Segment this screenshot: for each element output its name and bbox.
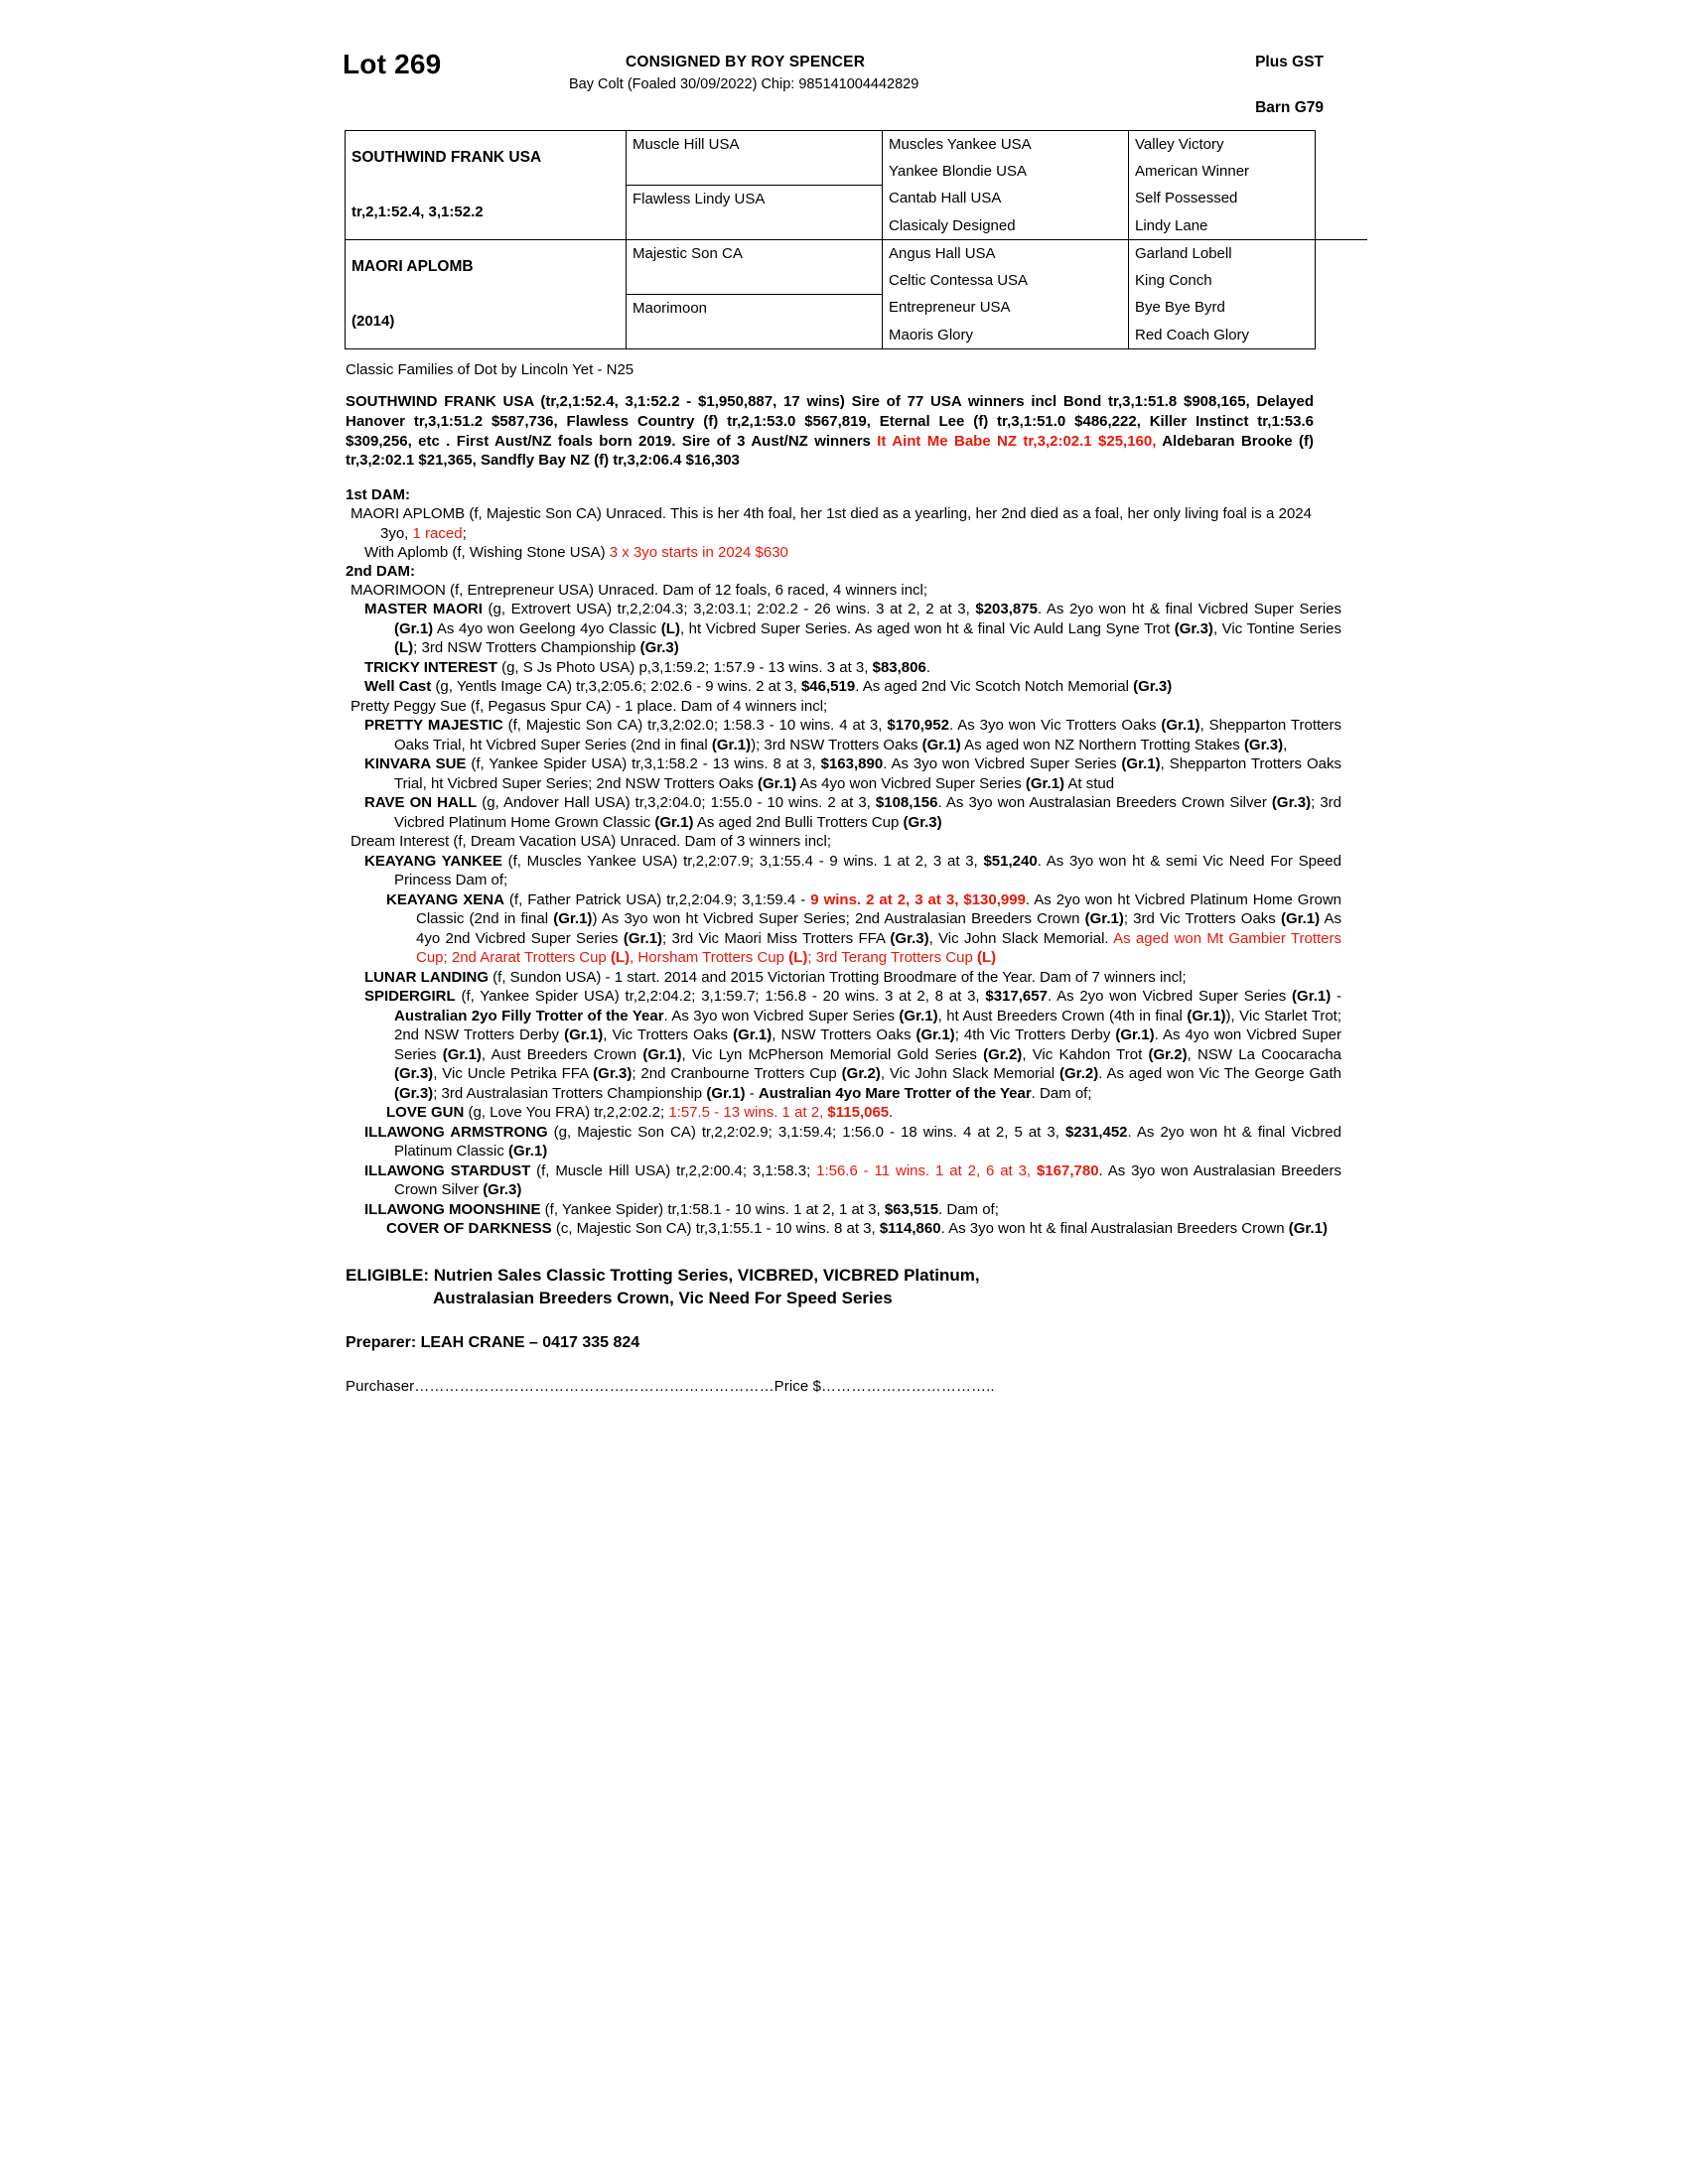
- page-content: [343, 45, 1345, 1395]
- page-header: [343, 45, 1345, 130]
- pedigree-cell: Self Possessed: [1135, 190, 1238, 207]
- progeny-text: (c, Majestic Son CA) tr,3,1:55.1 - 10 wins. 8 at 3, $114,860. As 3yo won ht & final Australasian Breeders Crown (Gr.1): [551, 1220, 1328, 1238]
- list-item: [386, 1219, 1341, 1239]
- eligible-line-2: Australasian Breeders Crown, Vic Need For Speed Series: [433, 1288, 893, 1307]
- dam-dam: Maorimoon: [627, 295, 883, 323]
- progeny-text: (g, Majestic Son CA) tr,2,2:02.9; 3,1:59.4; 1:56.0 - 18 wins. 4 at 2, 5 at 3, $231,452. As 2yo won ht & final Vicbred Platinum Classic (Gr.1): [394, 1123, 1341, 1160]
- progeny-highlight-2: As aged won Mt Gambier Trotters Cup; 2nd Ararat Trotters Cup (L), Horsham Trotters Cup (L); 3rd Terang Trotters Cup (L): [416, 929, 1341, 967]
- pedigree-cell: Entrepreneur USA: [883, 295, 1129, 323]
- list-item: [364, 716, 1341, 754]
- dam-name: MAORI APLOMB: [352, 258, 474, 276]
- progeny-highlight: 1:57.5 - 13 wins. 1 at 2, $115,065: [668, 1104, 890, 1122]
- first-dam-entry: [351, 504, 1312, 543]
- list-item: [364, 968, 1341, 988]
- progeny-name: Well Cast: [364, 678, 432, 696]
- plus-gst-label: Plus GST: [1255, 54, 1324, 70]
- list-item: [351, 832, 1312, 852]
- progeny-name: ILLAWONG MOONSHINE: [364, 1200, 541, 1218]
- list-item: [364, 1161, 1341, 1200]
- progeny-name: LUNAR LANDING: [364, 968, 489, 986]
- eligible-block: [346, 1265, 1314, 1310]
- progeny-text: (f, Yankee Spider) tr,1:58.1 - 10 wins. 1 at 2, 1 at 3, $63,515. Dam of;: [540, 1200, 999, 1218]
- progeny-name: ILLAWONG ARMSTRONG: [364, 1123, 548, 1141]
- progeny-text: (g, Love You FRA) tr,2,2:02.2;: [464, 1104, 669, 1122]
- list-item: [364, 658, 1341, 678]
- list-item: [364, 987, 1341, 1103]
- first-dam-text-end: ;: [462, 524, 467, 542]
- foaling-details: Bay Colt (Foaled 30/09/2022) Chip: 985141004442829: [569, 76, 919, 92]
- dam-cell: [346, 240, 627, 295]
- progeny-text-rest: .: [889, 1104, 894, 1122]
- list-item: [351, 697, 1312, 717]
- progeny-name: TRICKY INTEREST: [364, 658, 497, 676]
- sire-dam: Flawless Lindy USA: [627, 186, 883, 213]
- pedigree-cell: Bye Bye Byrd: [1135, 299, 1225, 317]
- pedigree-cell: [627, 267, 883, 295]
- progeny-name: ILLAWONG STARDUST: [364, 1161, 531, 1179]
- progeny-name: MASTER MAORI: [364, 601, 483, 618]
- pedigree-cell: Yankee Blondie USA: [883, 158, 1129, 186]
- sire-sire: Muscle Hill USA: [627, 131, 883, 158]
- pedigree-cell: Maoris Glory: [883, 322, 1129, 348]
- pedigree-cell: [627, 322, 883, 348]
- first-dam-text: MAORI APLOMB (f, Majestic Son CA) Unraced. This is her 4th foal, her 1st died as a yearling, her 2nd died as a foal, her only living foal is a 2024 3yo,: [351, 505, 1312, 542]
- progeny-highlight: 1:56.6 - 11 wins. 1 at 2, 6 at 3, $167,780: [816, 1161, 1099, 1179]
- sire-name: SOUTHWIND FRANK USA: [352, 149, 542, 167]
- pedigree-cell: Clasicaly Designed: [883, 212, 1129, 240]
- lot-number: Lot 269: [343, 49, 442, 79]
- progeny-name: LOVE GUN: [386, 1104, 465, 1122]
- sire-para-highlight: It Aint Me Babe NZ tr,3,2:02.1 $25,160,: [877, 432, 1157, 450]
- progeny-text: (f, Majestic Son CA) tr,3,2:02.0; 1:58.3 - 10 wins. 4 at 3, $170,952. As 3yo won Vic Trotters Oaks (Gr.1), Shepparton Trotters Oaks Trial, ht Vicbred Super Series (2nd in final (Gr.1)); 3rd NSW Trotters Oaks (Gr.1) As aged won NZ Northern Trotting Stakes (Gr.3),: [394, 717, 1341, 753]
- progeny-text: (g, Yentls Image CA) tr,3,2:05.6; 2:02.6 - 9 wins. 2 at 3, $46,519. As aged 2nd Vic Scotch Notch Memorial (Gr.3): [431, 678, 1173, 696]
- list-item: [386, 1103, 1341, 1123]
- progeny-text: (g, Extrovert USA) tr,2,2:04.3; 3,2:03.1; 2:02.2 - 26 wins. 3 at 2, 2 at 3, $203,875. As 2yo won ht & final Vicbred Super Series (Gr.1) As 4yo won Geelong 4yo Classic (L), ht Vicbred Super Series. As aged won ht & final Vic Auld Lang Syne Trot (Gr.3), Vic Tontine Series (L); 3rd NSW Trotters Championship (Gr.3): [394, 601, 1342, 657]
- pedigree-table: [345, 130, 1316, 349]
- consigned-by: CONSIGNED BY ROY SPENCER: [626, 54, 866, 70]
- pedigree-cell: Garland Lobell: [1135, 244, 1232, 262]
- progeny-name: RAVE ON HALL: [364, 794, 478, 812]
- dam-year: (2014): [352, 312, 395, 330]
- first-dam-line: [351, 504, 1312, 543]
- table-row: [346, 186, 1367, 213]
- progeny-name: KINVARA SUE: [364, 755, 467, 773]
- pedigree-cell: King Conch: [1135, 271, 1212, 289]
- pedigree-cell: Muscles Yankee USA: [883, 131, 1129, 158]
- progeny-name: COVER OF DARKNESS: [386, 1220, 552, 1238]
- sire-para-part2: Aldebaran Brooke (f) tr,3,2:02.1 $21,365, Sandfly Bay NZ (f) tr,3,2:06.4 $16,303: [346, 432, 1314, 470]
- progeny-text-rest: . As 3yo won Australasian Breeders Crown Silver (Gr.3): [394, 1161, 1342, 1199]
- second-dam-entry: [351, 581, 1312, 601]
- pedigree-cell: Celtic Contessa USA: [883, 267, 1129, 295]
- barn-number: Barn G79: [1255, 99, 1324, 116]
- sire-para-part1: SOUTHWIND FRANK USA (tr,2,1:52.4, 3,1:52.2 - $1,950,887, 17 wins) Sire of 77 USA winners incl Bond tr,3,1:51.8 $908,165, Delayed Hanover tr,3,1:51.2 $587,736, Flawless Country (f) tr,2,1:53.0 $567,819, Eternal Lee (f) tr,3,1:51.0 $486,222, Killer Instinct tr,1:53.6 $309,256, etc . First Aust/NZ foals born 2019. Sire of 3 Aust/NZ winners: [346, 393, 1314, 450]
- list-item: [364, 600, 1341, 658]
- pedigree-cell: [627, 212, 883, 240]
- progeny-text: (f, Muscle Hill USA) tr,2,2:00.4; 3,1:58.3;: [530, 1161, 817, 1179]
- sire-paragraph: [346, 392, 1314, 471]
- table-row: [346, 240, 1367, 268]
- with-aplomb-highlight: 3 x 3yo starts in 2024 $630: [609, 544, 788, 562]
- progeny-name: KEAYANG XENA: [386, 890, 504, 908]
- pedigree-cell: [627, 158, 883, 186]
- progeny-text: Dream Interest (f, Dream Vacation USA) Unraced. Dam of 3 winners incl;: [351, 833, 832, 851]
- list-item: [364, 852, 1341, 890]
- progeny-text: (g, S Js Photo USA) p,3,1:59.2; 1:57.9 - 13 wins. 3 at 3, $83,806.: [496, 658, 931, 676]
- progeny-text: (f, Sundon USA) - 1 start. 2014 and 2015 Victorian Trotting Broodmare of the Year. Dam of 7 winners incl;: [489, 968, 1187, 986]
- list-item: [364, 793, 1341, 832]
- progeny-text: (f, Father Patrick USA) tr,2,2:04.9; 3,1:59.4 -: [503, 890, 811, 908]
- list-item: [364, 677, 1341, 697]
- pedigree-cell: Red Coach Glory: [1135, 326, 1250, 343]
- with-aplomb-text: With Aplomb (f, Wishing Stone USA): [364, 544, 610, 562]
- sire-record-cell: [346, 186, 627, 240]
- first-dam-highlight: 1 raced: [412, 524, 463, 542]
- progeny-text: (g, Andover Hall USA) tr,3,2:04.0; 1:55.0 - 10 wins. 2 at 3, $108,156. As 3yo won Australasian Breeders Crown Silver (Gr.3); 3rd Vicbred Platinum Home Grown Classic (Gr.1) As aged 2nd Bulli Trotters Cup (Gr.3): [394, 794, 1341, 831]
- progeny-text: (f, Yankee Spider USA) tr,3,1:58.2 - 13 wins. 8 at 3, $163,890. As 3yo won Vicbred Super Series (Gr.1), Shepparton Trotters Oaks Trial, ht Vicbred Super Series; 2nd NSW Trotters Oaks (Gr.1) As 4yo won Vicbred Super Series (Gr.1) At stud: [394, 755, 1341, 792]
- purchaser-line: Purchaser………………………………………………………………Price $……………………………..: [346, 1377, 995, 1395]
- progeny-text-rest: . As 2yo won ht Vicbred Platinum Home Grown Classic (2nd in final (Gr.1)) As 3yo won ht Vicbred Super Series; 2nd Australasian Breeders Crown (Gr.1); 3rd Vic Trotters Oaks (Gr.1) As 4yo 2nd Vicbred Super Series (Gr.1); 3rd Vic Maori Miss Trotters FFA (Gr.3), Vic John Slack Memorial.: [416, 890, 1341, 947]
- progeny-highlight: 9 wins. 2 at 2, 3 at 3, $130,999: [810, 890, 1026, 908]
- pedigree-cell: American Winner: [1135, 162, 1250, 180]
- progeny-text: Pretty Peggy Sue (f, Pegasus Spur CA) - 1 place. Dam of 4 winners incl;: [351, 697, 828, 715]
- second-dam-text: MAORIMOON (f, Entrepreneur USA) Unraced. Dam of 12 foals, 6 raced, 4 winners incl;: [351, 581, 928, 599]
- dam-sire: Majestic Son CA: [627, 240, 883, 268]
- list-item: [364, 1200, 1341, 1220]
- progeny-name: SPIDERGIRL: [364, 988, 456, 1006]
- classic-families-line: Classic Families of Dot by Lincoln Yet - N25: [346, 361, 634, 378]
- progeny-text: (f, Yankee Spider USA) tr,2,2:04.2; 3,1:59.7; 1:56.8 - 20 wins. 3 at 2, 8 at 3, $317,657. As 2yo won Vicbred Super Series (Gr.1) - Australian 2yo Filly Trotter of the Year. As 3yo won Vicbred Super Series (Gr.1), ht Aust Breeders Crown (4th in final (Gr.1)), Vic Starlet Trot; 2nd NSW Trotters Derby (Gr.1), Vic Trotters Oaks (Gr.1), NSW Trotters Oaks (Gr.1); 4th Vic Trotters Derby (Gr.1). As 4yo won Vicbred Super Series (Gr.1), Aust Breeders Crown (Gr.1), Vic Lyn McPherson Memorial Gold Series (Gr.2), Vic Kahdon Trot (Gr.2), NSW La Coocaracha (Gr.3), Vic Uncle Petrika FFA (Gr.3); 2nd Cranbourne Trotters Cup (Gr.2), Vic John Slack Memorial (Gr.2). As aged won Vic The George Gath (Gr.3); 3rd Australasian Trotters Championship (Gr.1) - Australian 4yo Mare Trotter of the Year. Dam of;: [394, 988, 1342, 1102]
- sire-cell: [346, 131, 627, 186]
- pedigree-cell: Angus Hall USA: [883, 240, 1129, 268]
- eligible-line-1: ELIGIBLE: Nutrien Sales Classic Trotting Series, VICBRED, VICBRED Platinum,: [346, 1265, 980, 1285]
- pedigree-cell: Valley Victory: [1135, 135, 1224, 153]
- dam-year-cell: [346, 295, 627, 349]
- progeny-text: (f, Muscles Yankee USA) tr,2,2:07.9; 3,1:55.4 - 9 wins. 1 at 2, 3 at 3, $51,240. As 3yo won ht & semi Vic Need For Speed Princess Dam of;: [394, 852, 1341, 889]
- list-item: [364, 754, 1341, 793]
- progeny-name: KEAYANG YANKEE: [364, 852, 502, 870]
- table-row: [346, 131, 1367, 158]
- preparer-line: Preparer: LEAH CRANE – 0417 335 824: [346, 1333, 640, 1351]
- progeny-name: PRETTY MAJESTIC: [364, 717, 503, 735]
- pedigree-cell: Cantab Hall USA: [883, 186, 1129, 213]
- first-dam-heading: 1st DAM:: [346, 486, 411, 504]
- sire-record: tr,2,1:52.4, 3,1:52.2: [352, 203, 484, 220]
- list-item: [386, 890, 1341, 968]
- list-item: [364, 1123, 1341, 1161]
- second-dam-heading: 2nd DAM:: [346, 562, 415, 580]
- pedigree-cell: Lindy Lane: [1129, 212, 1368, 240]
- table-row: [346, 295, 1367, 323]
- first-dam-foal: [364, 543, 1341, 563]
